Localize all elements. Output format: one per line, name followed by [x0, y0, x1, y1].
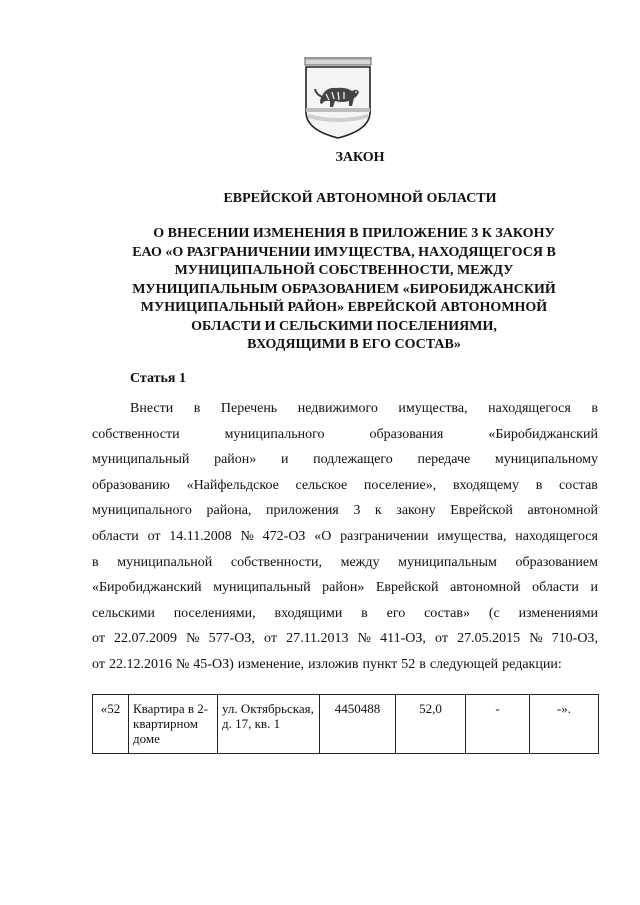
body-word: 52 — [401, 656, 416, 672]
body-word: от — [92, 656, 105, 672]
table-row — [93, 695, 599, 754]
subject-line: ВХОДЯЩИМИ В ЕГО СОСТАВ» — [247, 337, 461, 352]
body-word: от — [435, 631, 448, 647]
table-cell-object-name: Квартира в 2-квартирном доме — [129, 695, 218, 754]
body-word: подлежащего — [313, 452, 393, 468]
body-word: Еврейской — [375, 580, 439, 596]
body-word: входящему — [452, 477, 520, 493]
body-word: поселениями, — [173, 605, 256, 621]
body-line — [92, 601, 598, 627]
body-word: изменение, — [237, 656, 305, 672]
subject-line: ЕАО «О РАЗГРАНИЧЕНИИ ИМУЩЕСТВА, НАХОДЯЩЕГОСЯ В — [132, 244, 556, 260]
body-word: «Найфельдское — [186, 477, 279, 493]
body-word: между — [340, 554, 380, 570]
body-word: передаче — [417, 452, 471, 468]
table-cell-column-6: - — [466, 695, 530, 754]
body-word: собственности, — [230, 554, 322, 570]
body-word: муниципальным — [398, 554, 497, 570]
body-word: находящегося — [488, 401, 571, 416]
body-line — [92, 524, 598, 550]
body-word: области — [532, 580, 579, 596]
body-word: следующей — [429, 656, 499, 672]
coat-of-arms-tiger-emblem — [302, 56, 374, 140]
body-word: 710-ОЗ, — [551, 631, 598, 647]
body-word: 577-ОЗ, — [208, 631, 255, 647]
body-word: состав» — [424, 605, 470, 621]
body-word: входящими — [274, 605, 343, 621]
subject-line: МУНИЦИПАЛЬНОЙ СОБСТВЕННОСТИ, МЕЖДУ — [174, 263, 514, 278]
body-word: «Биробиджанский — [92, 580, 202, 596]
body-word: от — [92, 631, 105, 647]
property-table — [92, 694, 599, 754]
body-word: 472-ОЗ — [262, 528, 306, 544]
body-word: муниципального — [92, 503, 192, 519]
table-cell-column-7: -». — [530, 695, 599, 754]
body-word: приложения — [266, 503, 339, 519]
body-word: имущества, — [437, 528, 507, 544]
body-word: изложив — [308, 656, 359, 672]
body-word: № — [529, 631, 543, 647]
subject-line: МУНИЦИПАЛЬНЫМ ОБРАЗОВАНИЕМ «БИРОБИДЖАНСКИЙ — [132, 281, 556, 297]
body-word: образования — [369, 426, 444, 442]
body-word: 27.11.2013 — [286, 631, 349, 647]
body-word: муниципальный — [213, 580, 311, 596]
body-line — [92, 473, 598, 499]
body-word: изменениями — [518, 605, 598, 621]
article-title: Статья 1 — [130, 371, 186, 386]
table-cell-area: 52,0 — [396, 695, 466, 754]
body-word: закону — [396, 503, 436, 519]
subject-line: ОБЛАСТИ И СЕЛЬСКИМИ ПОСЕЛЕНИЯМИ, — [191, 318, 497, 334]
body-word: в — [591, 401, 598, 416]
body-word: автономной — [450, 580, 521, 596]
body-word: к — [374, 503, 382, 519]
body-word: муниципальной — [117, 554, 213, 570]
body-word: Внести — [130, 401, 174, 416]
body-word: от — [264, 631, 277, 647]
document-type-heading: ЗАКОН — [335, 150, 385, 165]
body-word: в — [535, 477, 543, 493]
body-word: и — [280, 452, 289, 468]
body-word: поселение», — [363, 477, 437, 493]
body-word: в — [193, 401, 201, 416]
body-word: № — [240, 528, 254, 544]
subject-line: О ВНЕСЕНИИ ИЗМЕНЕНИЯ В ПРИЛОЖЕНИЕ 3 К ЗАКОНУ — [153, 226, 555, 241]
body-word: редакции: — [502, 656, 562, 672]
body-word: район» — [214, 452, 257, 468]
body-word: состав — [559, 477, 598, 493]
table-cell-code: 4450488 — [320, 695, 396, 754]
body-line — [92, 447, 598, 473]
body-word: «О — [314, 528, 332, 544]
body-word: муниципального — [224, 426, 325, 442]
body-word: от — [147, 528, 161, 544]
body-word: разграничении — [340, 528, 429, 544]
region-heading: ЕВРЕЙСКОЙ АВТОНОМНОЙ ОБЛАСТИ — [223, 191, 497, 206]
body-word: «Биробиджанский — [488, 426, 598, 442]
body-word: имущества, — [398, 401, 468, 416]
body-word: (с — [488, 605, 500, 621]
body-line — [92, 422, 598, 448]
body-word: № — [175, 656, 190, 672]
body-word: его — [386, 605, 406, 621]
body-word: 22.07.2009 — [114, 631, 178, 647]
body-word: 411-ОЗ, — [380, 631, 426, 647]
body-word: район» — [322, 580, 365, 596]
law-subject-heading — [94, 225, 594, 355]
body-word: и — [590, 580, 598, 596]
body-line — [92, 575, 598, 601]
body-word: области — [92, 528, 139, 544]
body-line — [92, 498, 598, 524]
body-word: Еврейской — [450, 503, 513, 519]
body-word: муниципальному — [494, 452, 598, 468]
body-line — [92, 396, 598, 422]
body-word: № — [357, 631, 372, 647]
body-word: 22.12.2016 — [108, 656, 172, 672]
body-word: сельскими — [92, 605, 155, 621]
body-line — [92, 652, 598, 678]
subject-line: МУНИЦИПАЛЬНЫЙ РАЙОН» ЕВРЕЙСКОЙ АВТОНОМНОЙ — [140, 300, 548, 315]
body-word: в — [92, 554, 99, 570]
table-cell-address: ул. Октябрьская, д. 17, кв. 1 — [218, 695, 320, 754]
body-word: муниципальный — [92, 452, 190, 468]
body-word: пункт — [362, 656, 398, 672]
body-word: сельское — [295, 477, 348, 493]
body-word: образованию — [92, 477, 170, 493]
body-word: собственности — [92, 426, 180, 442]
body-word: находящегося — [515, 528, 598, 544]
body-word: № — [186, 631, 200, 647]
body-word: Перечень — [220, 401, 278, 416]
body-word: 14.11.2008 — [169, 528, 232, 544]
body-word: района, — [206, 503, 252, 519]
body-line — [92, 550, 598, 576]
body-word: 45-ОЗ) — [193, 656, 234, 672]
body-line — [92, 626, 598, 652]
body-word: 27.05.2015 — [457, 631, 521, 647]
article-body-text — [92, 396, 598, 678]
body-word: недвижимого — [297, 401, 378, 416]
table-cell-item-number: «52 — [93, 695, 129, 754]
body-word: в — [361, 605, 368, 621]
body-word: 3 — [353, 503, 361, 519]
body-word: в — [419, 656, 426, 672]
body-word: образованием — [515, 554, 598, 570]
body-word: автономной — [527, 503, 598, 519]
